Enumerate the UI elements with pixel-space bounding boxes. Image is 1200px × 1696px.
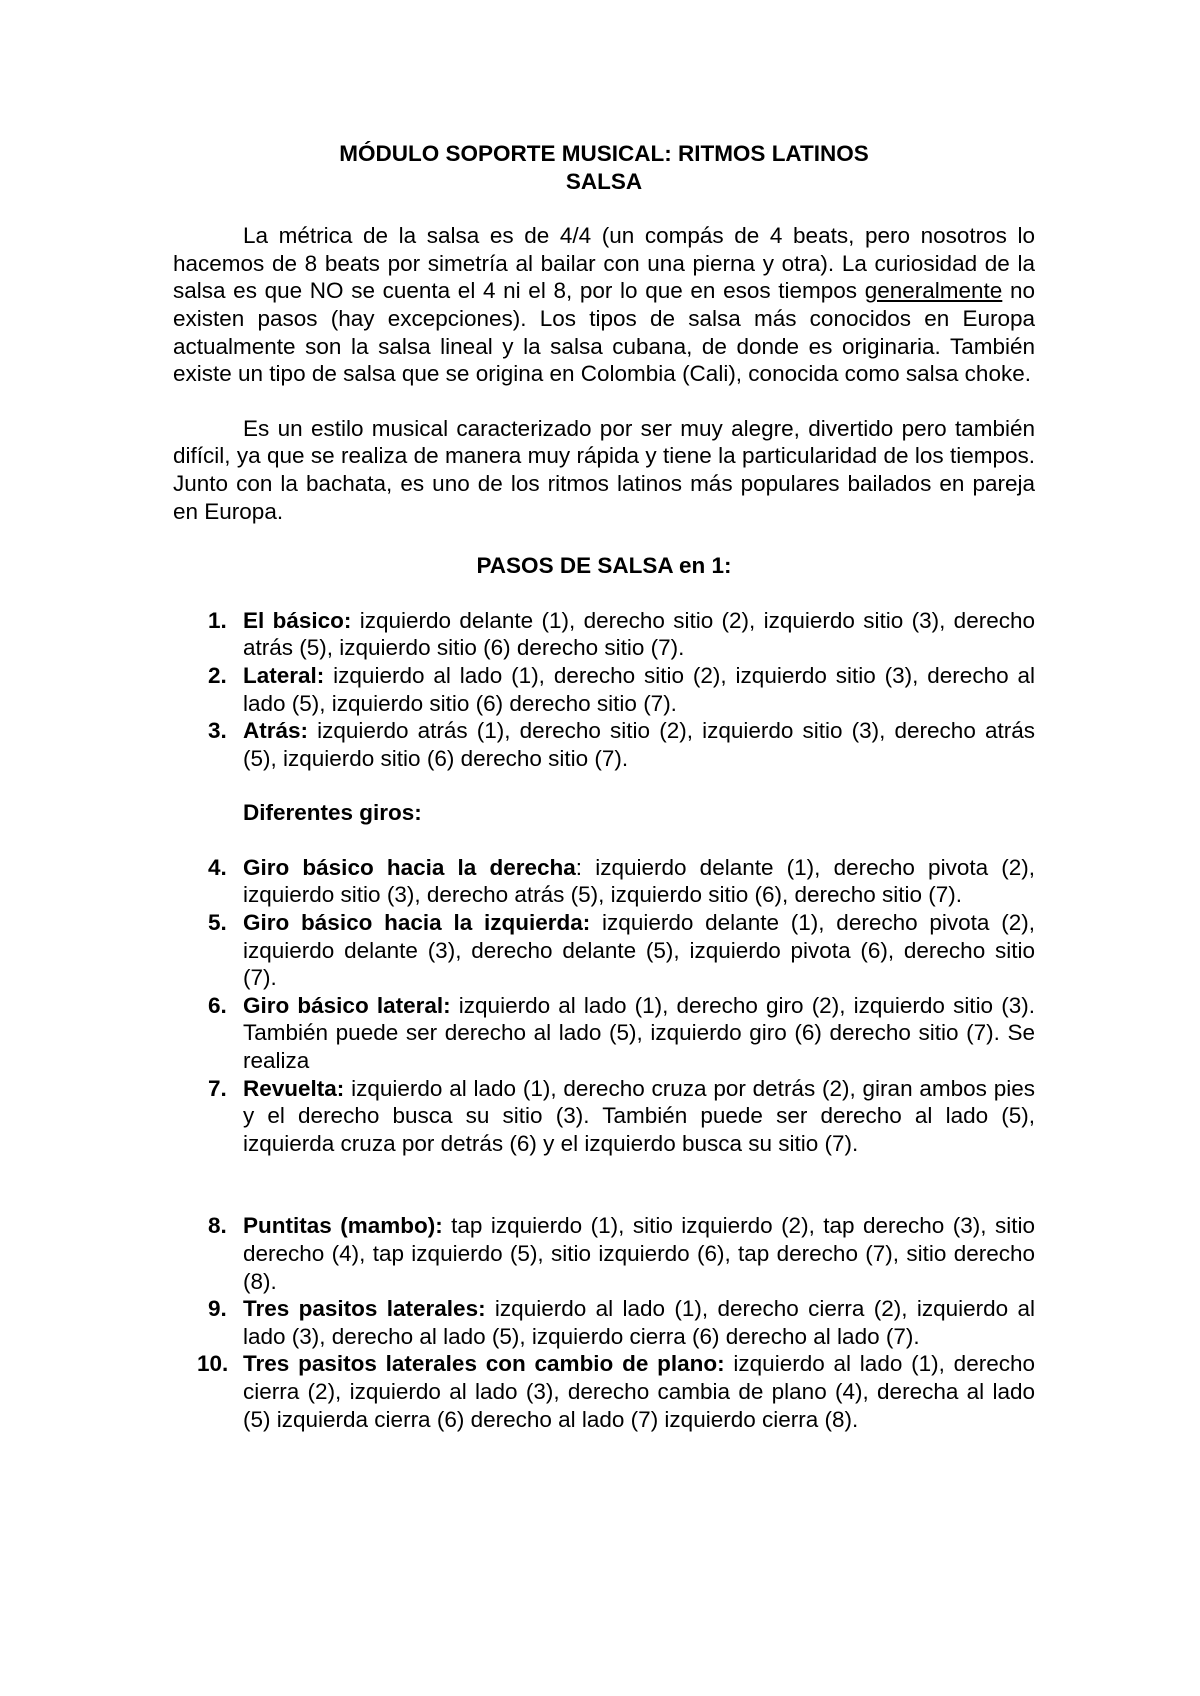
step-number: 7. xyxy=(208,1075,227,1101)
document-title: MÓDULO SOPORTE MUSICAL: RITMOS LATINOS xyxy=(339,141,869,166)
list-item xyxy=(173,607,1035,662)
list-item xyxy=(173,1295,1035,1350)
intro-text-before: La métrica de la salsa es de 4/4 (un compás de 4 beats, pero nosotros lo hacemos de 8 beats por simetría al bailar con una pierna y otra). La curiosidad de la salsa es que NO se cuenta el 4 ni el 8, por lo que en esos tiempos xyxy=(173,223,1035,304)
underlined-word: generalmente xyxy=(864,278,1003,304)
step-name: Giro básico hacia la derecha xyxy=(243,854,576,880)
intro-text-after: no existen pasos (hay excepciones). Los tipos de salsa más conocidos en Europa actualmente son la salsa lineal y la salsa cubana, de donde es originaria. También existe un tipo de salsa que se origina en Colombia (Cali), conocida como salsa choke. xyxy=(173,278,1035,387)
list-item xyxy=(173,854,1035,909)
step-number: 9. xyxy=(208,1296,227,1322)
step-description: izquierdo delante (1), derecho sitio (2), izquierdo sitio (3), derecho atrás (5), izquierdo sitio (6) derecho sitio (7). xyxy=(243,607,1035,661)
list-item xyxy=(173,1075,1035,1158)
step-name: Puntitas (mambo): xyxy=(243,1213,443,1239)
step-number: 6. xyxy=(208,992,227,1018)
step-name: Tres pasitos laterales: xyxy=(243,1296,486,1322)
step-number: 8. xyxy=(208,1213,227,1239)
step-number: 4. xyxy=(208,854,227,880)
step-description: izquierdo al lado (1), derecho cierra (2), izquierdo al lado (3), derecho cambia de plano (4), derecha al lado (5) izquierda cierra (6) derecho al lado (7) izquierdo cierra (8). xyxy=(243,1351,1035,1432)
list-item xyxy=(173,662,1035,717)
step-number: 3. xyxy=(208,718,227,744)
step-name: Lateral: xyxy=(243,662,325,688)
intro-paragraph-2: Es un estilo musical caracterizado por ser muy alegre, divertido pero también difícil, ya que se realiza de manera muy rápida y tiene la particularidad de los tiempos. Junto con la bachata, es uno de los ritmos latinos más populares bailados en pareja en Europa. xyxy=(173,415,1035,524)
list-item xyxy=(173,909,1035,992)
document-subtitle: SALSA xyxy=(565,168,643,194)
step-description: izquierdo al lado (1), derecho giro (2), izquierdo sitio (3). También puede ser derecho al lado (5), izquierdo giro (6) derecho sitio (7). Se realiza xyxy=(243,992,1035,1074)
intro-paragraph-1 xyxy=(173,222,1035,388)
step-name: Giro básico hacia la izquierda: xyxy=(243,910,591,936)
step-name: Revuelta: xyxy=(243,1075,345,1101)
step-description: : izquierdo delante (1), derecho pivota (2), izquierdo sitio (3), derecho atrás (5), izquierdo sitio (6), derecho sitio (7). xyxy=(243,854,1036,908)
steps-section-title: PASOS DE SALSA en 1: xyxy=(476,553,732,579)
basic-steps-list xyxy=(173,607,1035,773)
step-description: izquierdo al lado (1), derecho sitio (2), izquierdo sitio (3), derecho al lado (5), izquierdo sitio (6) derecho sitio (7). xyxy=(243,662,1035,716)
document-page xyxy=(173,140,1035,1433)
step-description: izquierdo delante (1), derecho pivota (2), izquierdo delante (3), derecho delante (5), izquierdo pivota (6), derecho sitio (7). xyxy=(243,910,1035,991)
step-description: izquierdo al lado (1), derecho cruza por detrás (2), giran ambos pies y el derecho busca su sitio (3). También puede ser derecho al lado (5), izquierda cruza por detrás (6) y el izquierdo busca su sitio (7). xyxy=(243,1075,1035,1156)
step-number: 5. xyxy=(208,910,227,936)
step-number: 10. xyxy=(197,1351,229,1377)
turn-steps-list xyxy=(173,854,1035,1158)
turns-heading: Diferentes giros: xyxy=(243,800,422,826)
more-steps-list xyxy=(173,1212,1035,1433)
step-description: tap izquierdo (1), sitio izquierdo (2), tap derecho (3), sitio derecho (4), tap izquierdo (5), sitio izquierdo (6), tap derecho (7), sitio derecho (8). xyxy=(243,1213,1035,1294)
step-description: izquierdo atrás (1), derecho sitio (2), izquierdo sitio (3), derecho atrás (5), izquierdo sitio (6) derecho sitio (7). xyxy=(243,718,1035,771)
list-item xyxy=(173,1350,1035,1433)
step-name: Giro básico lateral: xyxy=(243,992,451,1018)
step-name: Tres pasitos laterales con cambio de plano: xyxy=(243,1351,725,1377)
step-number: 2. xyxy=(208,662,227,688)
step-name: El básico: xyxy=(243,607,352,633)
list-item xyxy=(173,992,1035,1075)
step-name: Atrás: xyxy=(243,718,309,744)
list-item xyxy=(173,717,1035,772)
step-description: izquierdo al lado (1), derecho cierra (2), izquierdo al lado (3), derecho al lado (5), izquierdo cierra (6) derecho al lado (7). xyxy=(243,1296,1035,1349)
list-item xyxy=(173,1212,1035,1295)
step-number: 1. xyxy=(208,607,227,633)
